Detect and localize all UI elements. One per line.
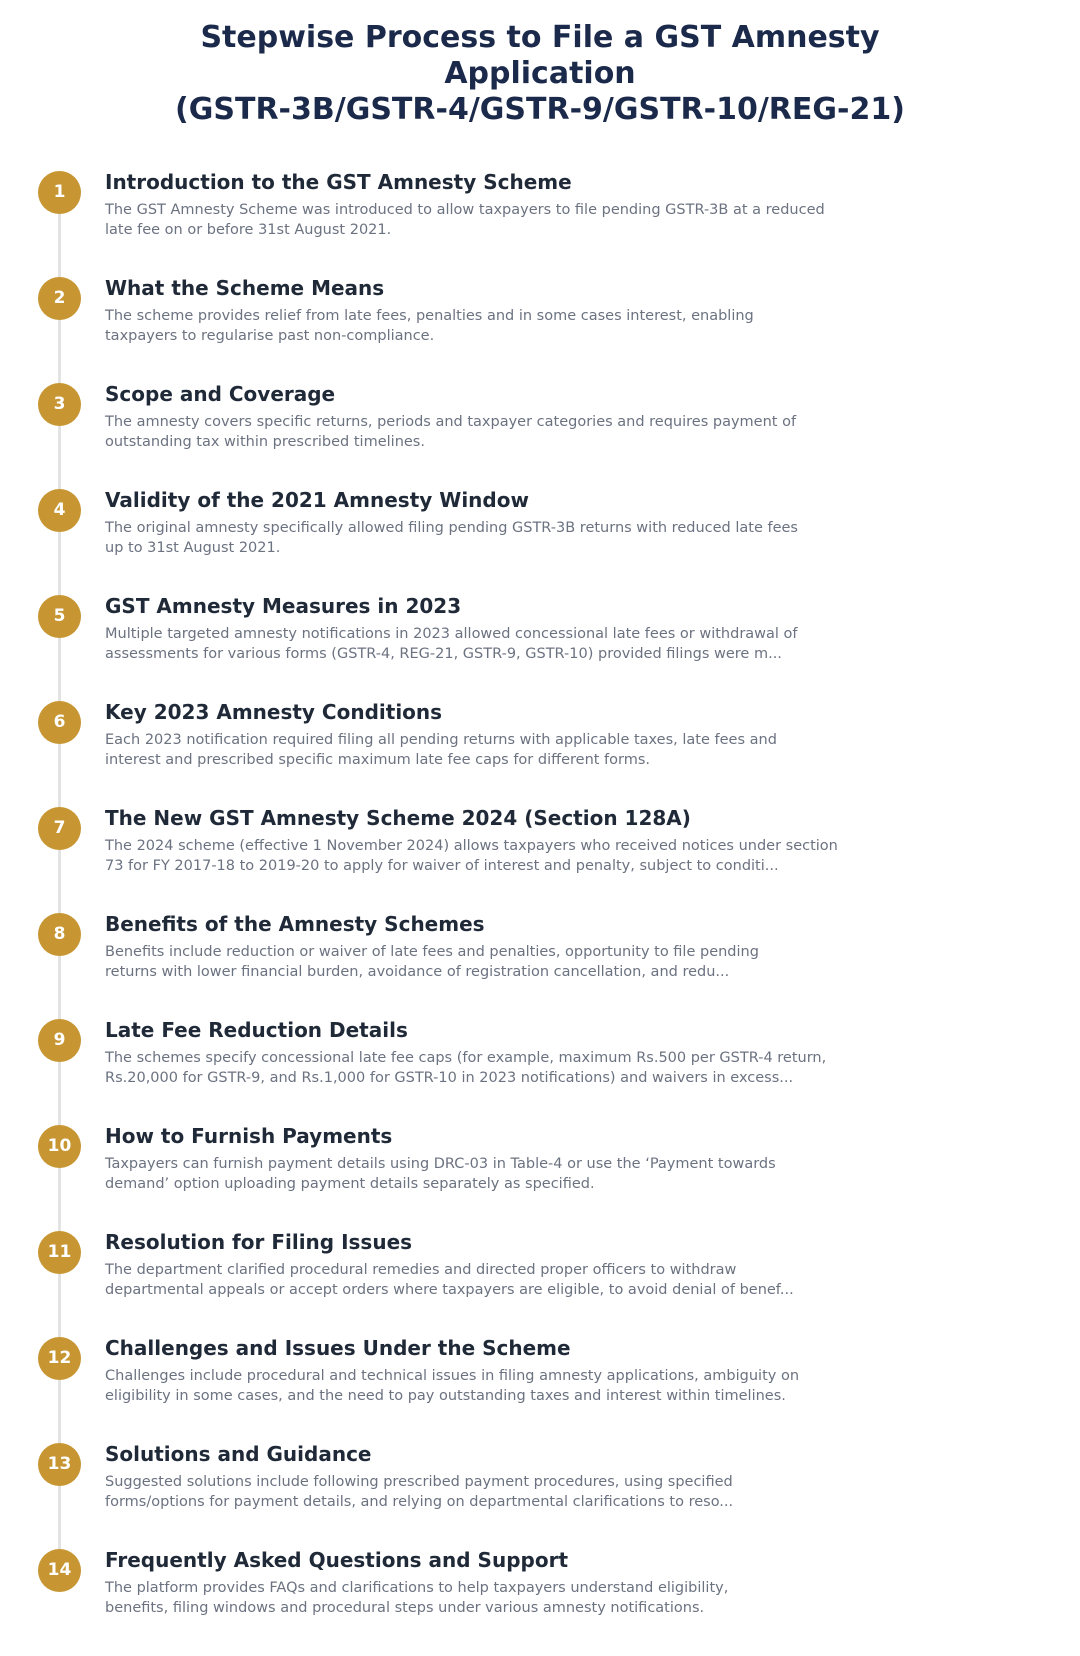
step-title: Introduction to the GST Amnesty Scheme [105,170,572,194]
step-title: The New GST Amnesty Scheme 2024 (Section 128A) [105,806,691,830]
step-description: The scheme provides relief from late fees, penalties and in some cases interest, enabling taxpayers to regularise past non-compliance. [105,308,754,344]
step-description: The department clarified procedural remedies and directed proper officers to withdraw departmental appeals or accept orders where taxpayers are eligible, to avoid denial of benef... [105,1262,794,1298]
step-number-badge: 5 [38,595,81,638]
step-description: Multiple targeted amnesty notifications in 2023 allowed concessional late fees or withdrawal of assessments for various forms (GSTR-4, REG-21, GSTR-9, GSTR-10) provided filings were m... [105,626,798,662]
step-number-badge: 11 [38,1231,81,1274]
step-description: The original amnesty specifically allowed filing pending GSTR-3B returns with reduced late fees up to 31st August 2021. [105,520,798,556]
step-item [0,1019,1080,1119]
step-number-badge: 14 [38,1549,81,1592]
step-number-badge: 13 [38,1443,81,1486]
step-description: Suggested solutions include following prescribed payment procedures, using specified forms/options for payment details, and relying on departmental clarifications to reso... [105,1474,734,1510]
step-item [0,1231,1080,1331]
step-description: The 2024 scheme (effective 1 November 2024) allows taxpayers who received notices under section 73 for FY 2017-18 to 2019-20 to apply for waiver of interest and penalty, subject to conditi... [105,838,838,874]
step-item [0,595,1080,695]
step-item [0,277,1080,377]
step-title: Benefits of the Amnesty Schemes [105,912,485,936]
step-title: Solutions and Guidance [105,1442,372,1466]
step-number-badge: 9 [38,1019,81,1062]
step-item [0,807,1080,907]
step-number-badge: 8 [38,913,81,956]
step-number-badge: 4 [38,489,81,532]
step-description: The schemes specify concessional late fee caps (for example, maximum Rs.500 per GSTR-4 return, Rs.20,000 for GSTR-9, and Rs.1,000 for GSTR-10 in 2023 notifications) and waivers in excess... [105,1050,827,1086]
step-title: Scope and Coverage [105,382,336,406]
step-item [0,1443,1080,1543]
step-description: The GST Amnesty Scheme was introduced to allow taxpayers to file pending GSTR-3B at a reduced late fee on or before 31st August 2021. [105,202,825,238]
page-title-line-3: (GSTR-3B/GSTR-4/GSTR-9/GSTR-10/REG-21) [175,92,905,127]
step-number-badge: 12 [38,1337,81,1380]
step-number-badge: 1 [38,171,81,214]
step-description: Challenges include procedural and technical issues in filing amnesty applications, ambiguity on eligibility in some cases, and the need to pay outstanding taxes and interest within timelines. [105,1368,800,1404]
step-number-badge: 6 [38,701,81,744]
step-item [0,1549,1080,1649]
step-number-badge: 10 [38,1125,81,1168]
step-item [0,913,1080,1013]
step-description: The amnesty covers specific returns, periods and taxpayer categories and requires payment of outstanding tax within prescribed timelines. [105,414,797,450]
step-number-badge: 7 [38,807,81,850]
step-item [0,171,1080,271]
step-description: Benefits include reduction or waiver of late fees and penalties, opportunity to file pending returns with lower financial burden, avoidance of registration cancellation, and redu... [105,944,759,980]
step-title: Key 2023 Amnesty Conditions [105,700,443,724]
step-description: Each 2023 notification required filing all pending returns with applicable taxes, late fees and interest and prescribed specific maximum late fee caps for different forms. [105,732,777,768]
step-title: Challenges and Issues Under the Scheme [105,1336,571,1360]
page-title-line-1: Stepwise Process to File a GST Amnesty [200,20,880,55]
step-item [0,489,1080,589]
step-title: GST Amnesty Measures in 2023 [105,594,462,618]
step-title: Validity of the 2021 Amnesty Window [105,488,529,512]
step-number-badge: 2 [38,277,81,320]
step-description: The platform provides FAQs and clarifications to help taxpayers understand eligibility, benefits, filing windows and procedural steps under various amnesty notifications. [105,1580,729,1616]
step-item [0,383,1080,483]
step-item [0,701,1080,801]
page-title-line-2: Application [444,56,636,91]
step-title: What the Scheme Means [105,276,385,300]
step-title: Late Fee Reduction Details [105,1018,408,1042]
step-description: Taxpayers can furnish payment details using DRC-03 in Table-4 or use the ‘Payment towards demand’ option uploading payment details separately as specified. [105,1156,776,1192]
step-number-badge: 3 [38,383,81,426]
step-title: Frequently Asked Questions and Support [105,1548,568,1572]
step-title: How to Furnish Payments [105,1124,393,1148]
step-item [0,1337,1080,1437]
step-title: Resolution for Filing Issues [105,1230,413,1254]
step-item [0,1125,1080,1225]
